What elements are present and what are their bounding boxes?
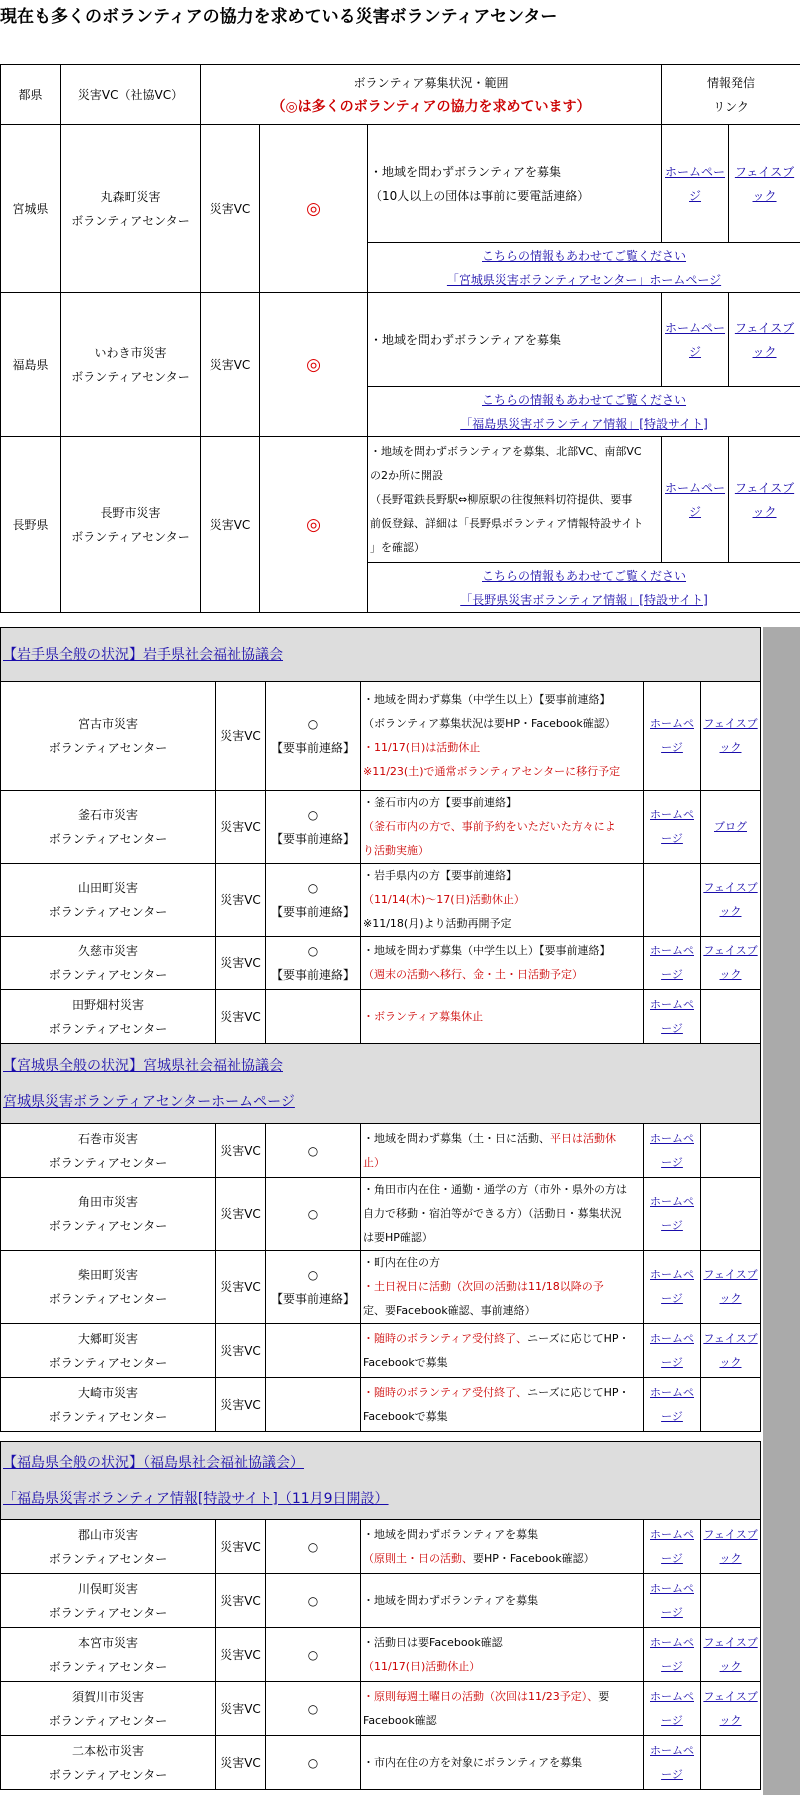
vc-name-2: ボランティアセンター <box>48 968 168 982</box>
vc-name: 石巻市災害 <box>77 1131 138 1146</box>
vc-name: 本宮市災害 <box>77 1635 138 1650</box>
mark-cell: ○ <box>266 1178 361 1251</box>
vc-type-cell: 災害VC <box>216 791 266 864</box>
miyagi-head-link[interactable]: 【宮城県全般の状況】宮城県社会福祉協議会 <box>3 1057 283 1074</box>
vc-type-cell: 災害VC <box>201 125 260 293</box>
vc-name-2: ボランティアセンター <box>48 1409 168 1424</box>
sub-site-link[interactable]: 「福島県災害ボランティア情報」[特設サイト] <box>460 416 708 431</box>
detail-line: ・随時のボランティア受付終了、 <box>363 1385 528 1399</box>
hp-cell <box>644 1378 701 1432</box>
detail-cell <box>361 1178 644 1251</box>
homepage-link[interactable]: ホームページ <box>650 1743 694 1781</box>
detail-line: ・岩手県内の方【要事前連絡】 <box>363 869 517 882</box>
detail-line: ・地域を問わず募集（中学生以上）【要事前連絡】 <box>363 693 611 706</box>
fb-cell <box>729 437 800 563</box>
detail-line: （原則土・日の活動、 <box>363 1551 473 1565</box>
vc-name-2: ボランティアセンター <box>48 1713 168 1728</box>
detail-line: ・活動日は要Facebook確認 <box>363 1635 503 1649</box>
detail-cell: ・地域を問わずボランティアを募集 <box>368 293 662 387</box>
mark-cell <box>266 1251 361 1324</box>
vc-name-2: ボランティアセンター <box>48 741 168 755</box>
vc-name-2: ボランティアセンター <box>48 1155 168 1170</box>
detail-line: ニーズに応じてHP・ <box>527 1331 630 1345</box>
detail-line: 前仮登録、詳細は「長野県ボランティア情報特設サイト <box>370 516 644 530</box>
vc-name-cell <box>1 1682 216 1736</box>
homepage-link[interactable]: ホームページ <box>650 1385 694 1423</box>
vc-name-2: ボランティアセンター <box>48 832 168 846</box>
vc-name: 大崎市災害 <box>77 1385 138 1400</box>
pref-cell: 宮城県 <box>1 125 61 293</box>
detail-line: ・土日祝日に活動（次回の活動は11/18以降の予 <box>363 1280 604 1293</box>
mark-cell <box>266 791 361 864</box>
vc-name-2: ボランティアセンター <box>48 1292 168 1306</box>
facebook-link[interactable]: フェイスブック <box>703 1635 758 1673</box>
facebook-link[interactable]: フェイスブック <box>703 1331 758 1369</box>
pref-cell: 長野県 <box>1 437 61 613</box>
fb-cell <box>701 990 761 1044</box>
fukushima-site-link[interactable]: 「福島県災害ボランティア情報[特設サイト]（11月9日開設） <box>3 1490 389 1507</box>
fb-cell <box>701 1628 761 1682</box>
table-row <box>1 125 800 243</box>
detail-line: ニーズに応じてHP・ <box>527 1385 630 1399</box>
mark-note: 【要事前連絡】 <box>270 1292 355 1306</box>
sub-site-link[interactable]: 「長野県災害ボランティア情報」[特設サイト] <box>460 592 708 607</box>
detail-cell: ・市内在住の方を対象にボランティアを募集 <box>361 1736 644 1790</box>
table-row <box>1 937 761 990</box>
vc-name: 大郷町災害 <box>77 1331 138 1346</box>
detail-line: ・地域を問わずボランティアを募集 <box>363 1527 539 1541</box>
hp-cell <box>644 1736 701 1790</box>
hp-cell <box>644 1178 701 1251</box>
fb-cell <box>701 682 761 791</box>
detail-line: 自力で移動・宿泊等ができる方）（活動日・募集状況 <box>363 1207 622 1220</box>
vc-name-2: ボランティアセンター <box>48 1021 168 1036</box>
facebook-link[interactable]: フェイスブック <box>703 944 758 981</box>
mark-note: 【要事前連絡】 <box>270 832 355 846</box>
detail-cell: ・地域を問わずボランティアを募集 <box>361 1574 644 1628</box>
vc-name: 田野畑村災害 <box>71 997 144 1012</box>
detail-line: の2か所に開設 <box>370 468 443 482</box>
fb-cell <box>729 125 800 243</box>
detail-line: ・町内在住の方 <box>363 1256 440 1269</box>
detail-line: ・地域を問わず募集（土・日に活動、 <box>363 1131 550 1145</box>
hp-cell <box>644 1520 701 1574</box>
vc-name-2: ボランティアセンター <box>48 1219 168 1233</box>
vc-name-cell <box>1 1628 216 1682</box>
page-title: 現在も多くのボランティアの協力を求めている災害ボランティアセンター <box>0 7 558 27</box>
detail-cell <box>361 791 644 864</box>
mark: ○ <box>307 881 319 895</box>
vc-name-2: ボランティアセンター <box>48 1767 168 1782</box>
vc-name-2: ボランティアセンター <box>71 213 190 228</box>
detail-line-red: 平日は活動休 <box>550 1131 616 1145</box>
sub-site-link[interactable]: 「宮城県災害ボランティアセンター」ホームページ <box>446 272 722 287</box>
mark-cell: ○ <box>266 1682 361 1736</box>
header-status-label: ボランティア募集状況・範囲 <box>353 75 509 90</box>
mark-cell <box>266 990 361 1044</box>
vc-type-cell: 災害VC <box>216 1574 266 1628</box>
vc-type-cell: 災害VC <box>216 1628 266 1682</box>
scrollbar[interactable] <box>763 627 800 1795</box>
table-row <box>1 1124 761 1178</box>
table-row <box>1 791 761 864</box>
vc-type-cell: 災害VC <box>216 1251 266 1324</box>
vc-name: 川俣町災害 <box>77 1581 138 1596</box>
detail-cell: ・ボランティア募集休止 <box>361 990 644 1044</box>
vc-type-cell: 災害VC <box>201 437 260 613</box>
vc-type-cell: 災害VC <box>216 937 266 990</box>
detail-line: （ボランティア募集状況は要HP・Facebook確認） <box>363 717 616 730</box>
fb-cell <box>701 1251 761 1324</box>
detail-line: Facebookで募集 <box>363 1355 448 1369</box>
hp-cell <box>644 682 701 791</box>
vc-name-cell <box>1 1736 216 1790</box>
detail-line: ・釜石市内の方【要事前連絡】 <box>363 796 517 809</box>
hp-cell <box>644 990 701 1044</box>
vc-name: 郡山市災害 <box>77 1527 138 1542</box>
vc-name-cell <box>1 1324 216 1378</box>
header-status <box>201 65 662 125</box>
fb-cell <box>701 1124 761 1178</box>
sub-link-cell <box>368 387 800 437</box>
homepage-link[interactable]: ホームページ <box>665 164 726 203</box>
detail-line: Facebookで募集 <box>363 1409 448 1423</box>
vc-type-cell: 災害VC <box>216 682 266 791</box>
table-header-row <box>1 65 800 125</box>
vc-type-cell: 災害VC <box>216 1682 266 1736</box>
mark-cell: ◎ <box>260 437 368 613</box>
iwate-head-link[interactable]: 【岩手県全般の状況】岩手県社会福祉協議会 <box>3 646 283 663</box>
homepage-link[interactable]: ホームページ <box>650 1268 694 1305</box>
vc-name: 二本松市災害 <box>71 1743 144 1758</box>
fb-cell <box>701 1736 761 1790</box>
homepage-link[interactable]: ホームページ <box>650 1131 694 1169</box>
vc-type-cell: 災害VC <box>216 1378 266 1432</box>
homepage-link[interactable]: ホームページ <box>650 1635 694 1673</box>
detail-line: ・原則毎週土曜日の活動（次回は11/23予定）、 <box>363 1689 599 1703</box>
mark-note: 【要事前連絡】 <box>270 905 355 919</box>
detail-cell <box>361 682 644 791</box>
detail-cell <box>361 1520 644 1574</box>
table-row <box>1 1574 761 1628</box>
header-status-note: （◎は多くのボランティアの協力を求めています） <box>271 98 591 115</box>
sub-link-cell <box>368 243 800 293</box>
fb-cell <box>701 1520 761 1574</box>
sub-info-link[interactable]: こちらの情報もあわせてご覧ください <box>482 568 687 583</box>
vc-name-cell <box>1 1178 216 1251</box>
detail-line: 定、要Facebook確認、事前連絡） <box>363 1304 536 1317</box>
detail-line: 要 <box>598 1689 610 1703</box>
homepage-link[interactable]: ホームページ <box>650 808 694 845</box>
facebook-link[interactable]: フェイスブック <box>703 1689 758 1727</box>
vc-name-2: ボランティアセンター <box>48 1659 168 1674</box>
mark: ○ <box>307 808 319 822</box>
vc-name: 丸森町災害 <box>100 189 161 204</box>
fukushima-head-link[interactable]: 【福島県全般の状況】（福島県社会福祉協議会） <box>3 1454 304 1471</box>
mark-note: 【要事前連絡】 <box>270 741 355 755</box>
detail-line: （11/14(木)〜17(日)活動休止） <box>363 893 525 906</box>
hp-cell <box>644 791 701 864</box>
fb-cell <box>701 1574 761 1628</box>
homepage-link[interactable]: ホームページ <box>650 717 694 754</box>
vc-name-cell <box>61 293 201 437</box>
detail-line: （10人以上の団体は事前に要電話連絡） <box>370 188 590 203</box>
table-row <box>1 293 800 387</box>
vc-name-2: ボランティアセンター <box>71 369 190 384</box>
vc-name-cell <box>1 682 216 791</box>
fb-cell <box>729 293 800 387</box>
vc-name-cell <box>1 1251 216 1324</box>
detail-line: （長野電鉄長野駅⇔柳原駅の往復無料切符提供、要事 <box>370 492 633 506</box>
mark-cell <box>266 1378 361 1432</box>
table-row <box>1 990 761 1044</box>
homepage-link[interactable]: ホームページ <box>650 1527 694 1565</box>
hp-cell <box>644 1628 701 1682</box>
vc-name-2: ボランティアセンター <box>48 905 168 919</box>
detail-cell <box>361 1378 644 1432</box>
table-row <box>1 1736 761 1790</box>
homepage-link[interactable]: ホームページ <box>650 944 694 981</box>
pref-cell: 福島県 <box>1 293 61 437</box>
mark-cell <box>266 864 361 937</box>
fb-cell <box>701 1178 761 1251</box>
vc-name-cell <box>61 437 201 613</box>
table-row <box>1 1251 761 1324</box>
hp-cell <box>644 1251 701 1324</box>
table-row <box>1 1628 761 1682</box>
table-row <box>1 1520 761 1574</box>
mark: ○ <box>307 717 319 731</box>
facebook-link[interactable]: フェイスブック <box>703 881 758 918</box>
table-row <box>1 1324 761 1378</box>
mark-cell <box>266 682 361 791</box>
vc-name-cell <box>1 1124 216 1178</box>
mark-cell: ○ <box>266 1574 361 1628</box>
detail-cell <box>361 1324 644 1378</box>
mark-cell <box>266 937 361 990</box>
detail-cell <box>361 937 644 990</box>
detail-line: は要HP確認） <box>363 1231 433 1244</box>
facebook-link[interactable]: フェイスブック <box>703 1527 758 1565</box>
sub-link-cell <box>368 563 800 613</box>
fb-cell <box>701 864 761 937</box>
detail-line: ・随時のボランティア受付終了、 <box>363 1331 528 1345</box>
detail-line: （釜石市内の方で、事前予約をいただいた方々によ <box>363 820 616 833</box>
vc-type-cell: 災害VC <box>216 1178 266 1251</box>
vc-name-cell <box>1 1378 216 1432</box>
detail-line: ・地域を問わず募集（中学生以上）【要事前連絡】 <box>363 944 611 957</box>
table-row <box>1 1682 761 1736</box>
table-row <box>1 682 761 791</box>
section-header <box>1 1442 761 1520</box>
vc-name: 角田市災害 <box>77 1195 138 1209</box>
mark-cell: ○ <box>266 1628 361 1682</box>
header-info-label2: リンク <box>713 99 749 114</box>
hp-cell <box>662 293 729 387</box>
detail-line: ・地域を問わずボランティアを募集、北部VC、南部VC <box>370 444 642 458</box>
detail-cell <box>368 125 662 243</box>
vc-name: 釜石市災害 <box>77 808 138 822</box>
table-row <box>1 1378 761 1432</box>
detail-line: 止） <box>363 1155 385 1169</box>
mark-cell: ○ <box>266 1736 361 1790</box>
vc-name-cell <box>1 1520 216 1574</box>
homepage-link[interactable]: ホームページ <box>650 1331 694 1369</box>
homepage-link[interactable]: ホームページ <box>650 1195 694 1232</box>
header-pref: 都県 <box>1 65 61 125</box>
homepage-link[interactable]: ホームページ <box>650 1689 694 1727</box>
vc-name: 柴田町災害 <box>77 1268 138 1282</box>
homepage-link[interactable]: ホームページ <box>650 1581 694 1619</box>
detail-line: Facebook確認 <box>363 1713 437 1727</box>
fb-cell <box>701 937 761 990</box>
iwate-section <box>0 627 761 1044</box>
facebook-link[interactable]: フェイスブック <box>734 480 795 519</box>
facebook-link[interactable]: フェイスブック <box>734 164 795 203</box>
blog-link[interactable]: ブログ <box>714 820 747 833</box>
vc-name-2: ボランティアセンター <box>48 1551 168 1566</box>
vc-name: いわき市災害 <box>94 345 167 360</box>
mark: ○ <box>307 1268 319 1282</box>
fb-cell <box>701 1378 761 1432</box>
miyagi-section <box>0 1043 761 1432</box>
mark-cell: ◎ <box>260 125 368 293</box>
header-info-label: 情報発信 <box>707 75 756 90</box>
vc-name-2: ボランティアセンター <box>71 529 190 544</box>
fukushima-section <box>0 1441 761 1790</box>
hp-cell <box>662 437 729 563</box>
hp-cell <box>644 1324 701 1378</box>
vc-name-cell <box>1 990 216 1044</box>
hp-cell <box>644 864 701 937</box>
vc-name: 山田町災害 <box>77 881 138 895</box>
blog-cell <box>701 791 761 864</box>
vc-name-cell <box>1 937 216 990</box>
vc-name-2: ボランティアセンター <box>48 1355 168 1370</box>
detail-line: ・11/17(日)は活動休止 <box>363 741 481 754</box>
featured-vc-table <box>0 64 800 613</box>
vc-name: 須賀川市災害 <box>71 1689 144 1704</box>
table-row <box>1 864 761 937</box>
facebook-link[interactable]: フェイスブック <box>703 1268 758 1305</box>
homepage-link[interactable]: ホームページ <box>650 997 694 1035</box>
vc-name-cell <box>1 791 216 864</box>
vc-type-cell: 災害VC <box>216 1324 266 1378</box>
detail-cell <box>361 1124 644 1178</box>
detail-cell <box>361 864 644 937</box>
detail-cell <box>361 1628 644 1682</box>
table-row <box>1 1178 761 1251</box>
vc-type-cell: 災害VC <box>216 990 266 1044</box>
table-row <box>1 437 800 563</box>
detail-line: （週末の活動へ移行、金・土・日活動予定） <box>363 968 583 981</box>
mark-cell: ○ <box>266 1520 361 1574</box>
detail-line: ・地域を問わずボランティアを募集 <box>370 164 562 179</box>
vc-name: 久慈市災害 <box>77 944 138 958</box>
vc-name-2: ボランティアセンター <box>48 1605 168 1620</box>
homepage-link[interactable]: ホームページ <box>665 320 726 359</box>
detail-line: ※11/18(月)より活動再開予定 <box>363 917 512 930</box>
hp-cell <box>644 1124 701 1178</box>
vc-name: 宮古市災害 <box>77 717 138 731</box>
detail-line: ・角田市内在住・通勤・通学の方（市外・県外の方は <box>363 1183 627 1196</box>
hp-cell <box>644 1682 701 1736</box>
vc-type-cell: 災害VC <box>216 1520 266 1574</box>
sub-info-link[interactable]: こちらの情報もあわせてご覧ください <box>482 392 687 407</box>
vc-name: 長野市災害 <box>100 505 161 520</box>
sub-info-link[interactable]: こちらの情報もあわせてご覧ください <box>482 248 687 263</box>
miyagi-hp-link[interactable]: 宮城県災害ボランティアセンターホームページ <box>3 1093 295 1110</box>
section-header <box>1 1044 761 1124</box>
hp-cell <box>644 937 701 990</box>
detail-line: り活動実施） <box>363 844 429 857</box>
detail-line: （11/17(日)活動休止） <box>363 1659 481 1673</box>
detail-cell <box>361 1682 644 1736</box>
mark-note: 【要事前連絡】 <box>270 968 355 982</box>
detail-line: 要HP・Facebook確認） <box>473 1551 595 1565</box>
hp-cell <box>662 125 729 243</box>
fb-cell <box>701 1682 761 1736</box>
detail-cell <box>368 437 662 563</box>
vc-type-cell: 災害VC <box>216 1124 266 1178</box>
mark-cell <box>266 1324 361 1378</box>
vc-type-cell: 災害VC <box>216 1736 266 1790</box>
header-vc: 災害VC（社協VC） <box>61 65 201 125</box>
facebook-link[interactable]: フェイスブック <box>734 320 795 359</box>
facebook-link[interactable]: フェイスブック <box>703 717 758 754</box>
detail-line: 」を確認） <box>370 540 425 554</box>
mark-cell: ○ <box>266 1124 361 1178</box>
hp-cell <box>644 1574 701 1628</box>
detail-line: ※11/23(土)で通常ボランティアセンターに移行予定 <box>363 765 621 778</box>
vc-type-cell: 災害VC <box>201 293 260 437</box>
vc-name-cell <box>61 125 201 293</box>
fb-cell <box>701 1324 761 1378</box>
vc-name-cell <box>1 864 216 937</box>
mark-cell: ◎ <box>260 293 368 437</box>
mark: ○ <box>307 944 319 958</box>
vc-type-cell: 災害VC <box>216 864 266 937</box>
vc-name-cell <box>1 1574 216 1628</box>
section-header <box>1 628 761 682</box>
homepage-link[interactable]: ホームページ <box>665 480 726 519</box>
detail-cell <box>361 1251 644 1324</box>
header-info <box>662 65 800 125</box>
